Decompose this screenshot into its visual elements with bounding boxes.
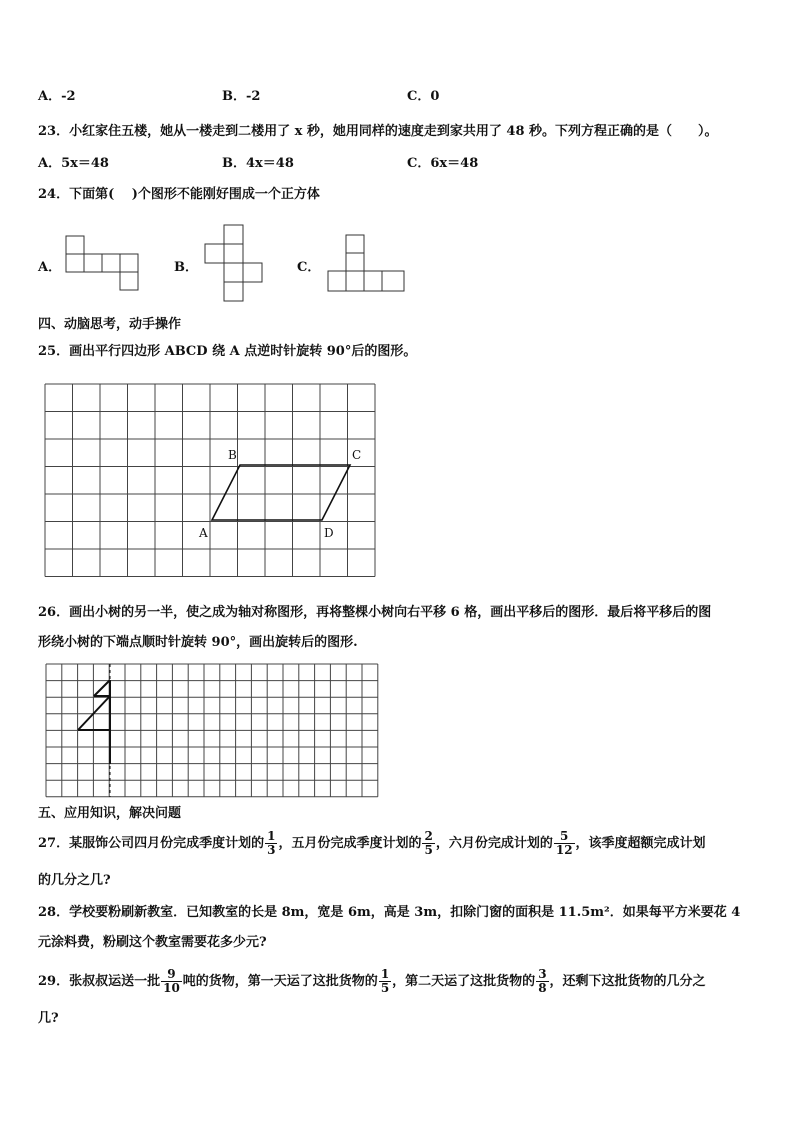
q22-option-b: B．-2 [222,89,261,104]
q29-part4: ，还剩下这批货物的几分之 [549,974,706,989]
section5-heading: 五、应用知识，解决问题 [38,806,182,821]
point-b-label: B [228,448,237,462]
point-c-label: C [352,448,362,462]
q22-option-c: C．0 [407,89,440,104]
q29-part1: 29．张叔叔运送一批 [38,974,161,989]
q27-part1: 27．某服饰公司四月份完成季度计划的 [38,836,265,851]
q22-option-a: A．-2 [38,89,76,104]
q29-line2: 几? [38,1011,59,1026]
q23-text: 23．小红家住五楼，她从一楼走到二楼用了 x 秒，她用同样的速度走到家共用了 48 秒。下列方程正确的是（ ）。 [38,124,718,139]
q23-option-c: C．6x＝48 [407,156,479,171]
q29-part3: ，第二天运了这批货物的 [392,974,536,989]
q24-text: 24．下面第( )个图形不能刚好围成一个正方体 [38,187,320,202]
q24-option-c: C． [297,260,321,275]
q28-line1: 28．学校要粉刷新教室．已知教室的长是 8m，宽是 6m，高是 3m，扣除门窗的面积是 11.5m²．如果每平方米要花 4 [38,905,741,920]
q27-line2: 的几分之几? [38,873,111,888]
q29-fraction-3: $\frac{3}{8}$ [538,967,547,995]
q29-line1 [38,966,706,998]
q27-fraction-3: $\frac{5}{12}$ [555,829,573,857]
q27-line1 [38,828,706,860]
q24-option-a: A． [38,260,62,275]
q29-part2: 吨的货物，第一天运了这批货物的 [182,974,378,989]
q26-line1: 26．画出小树的另一半，使之成为轴对称图形，再将整棵小树向右平移 6 格，画出平移后的图形．最后将平移后的图 [38,605,712,620]
q27-part2: ，五月份完成季度计划的 [278,836,422,851]
q27-part3: ，六月份完成计划的 [435,836,553,851]
point-a-label: A [199,526,208,540]
q27-part4: ，该季度超额完成计划 [575,836,706,851]
q26-line2: 形绕小树的下端点顺时针旋转 90°，画出旋转后的图形. [38,635,358,650]
q28-line2: 元涂料费，粉刷这个教室需要花多少元? [38,935,267,950]
q23-option-a: A．5x＝48 [38,156,109,171]
q24-option-b: B． [174,260,198,275]
q25-text: 25．画出平行四边形 ABCD 绕 A 点逆时针旋转 90°后的图形。 [38,344,417,359]
q27-fraction-1: $\frac{1}{3}$ [267,829,276,857]
q27-fraction-2: $\frac{2}{5}$ [424,829,433,857]
section4-heading: 四、动脑思考，动手操作 [38,317,182,332]
q23-option-b: B．4x＝48 [222,156,294,171]
q29-fraction-2: $\frac{1}{5}$ [380,967,390,995]
half-tree [78,680,110,764]
q29-fraction-1: $\frac{9}{10}$ [163,967,180,995]
point-d-label: D [324,526,334,540]
